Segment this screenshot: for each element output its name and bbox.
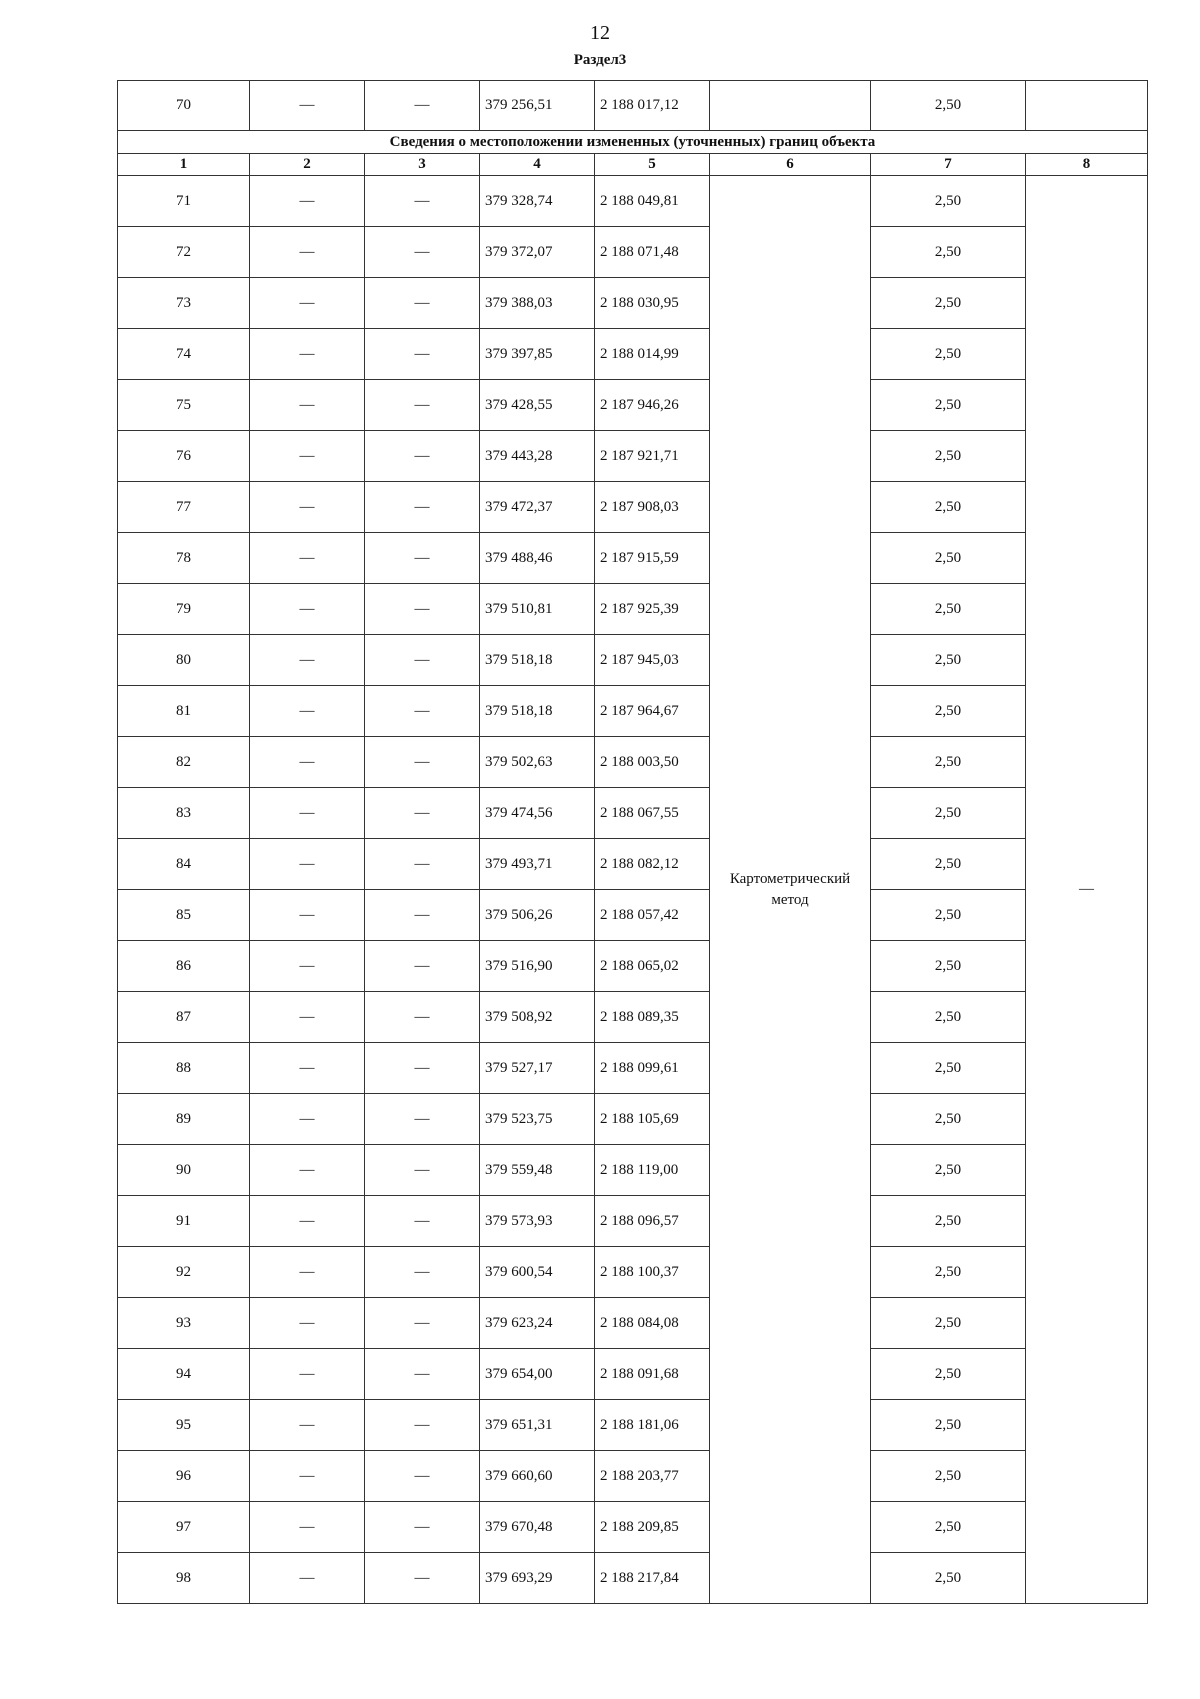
cell-col2: —: [250, 1400, 365, 1451]
cell-point-number: 90: [118, 1145, 250, 1196]
cell-y-coordinate: 2 187 946,26: [595, 380, 710, 431]
cell-col2: —: [250, 1349, 365, 1400]
column-number: 2: [250, 154, 365, 176]
cell-x-coordinate: 379 654,00: [480, 1349, 595, 1400]
cell-accuracy: 2,50: [871, 737, 1026, 788]
cell-x-coordinate: 379 472,37: [480, 482, 595, 533]
cell-col2: —: [250, 1094, 365, 1145]
cell-x-coordinate: 379 506,26: [480, 890, 595, 941]
cell-y-coordinate: 2 188 017,12: [595, 81, 710, 131]
cell-col3: —: [365, 1349, 480, 1400]
cell-col3: —: [365, 81, 480, 131]
cell-accuracy: 2,50: [871, 176, 1026, 227]
cell-y-coordinate: 2 187 915,59: [595, 533, 710, 584]
cell-point-number: 81: [118, 686, 250, 737]
cell-col8: [1026, 81, 1148, 131]
cell-col3: —: [365, 992, 480, 1043]
cell-point-number: 94: [118, 1349, 250, 1400]
table-row: [118, 1043, 1148, 1094]
cell-col3: —: [365, 176, 480, 227]
cell-accuracy: 2,50: [871, 1400, 1026, 1451]
cell-point-number: 78: [118, 533, 250, 584]
table-row: [118, 482, 1148, 533]
cell-point-number: 89: [118, 1094, 250, 1145]
cell-col3: —: [365, 533, 480, 584]
cell-col2: —: [250, 788, 365, 839]
cell-accuracy: 2,50: [871, 686, 1026, 737]
table-row: [118, 1502, 1148, 1553]
cell-point-number: 93: [118, 1298, 250, 1349]
cell-x-coordinate: 379 518,18: [480, 635, 595, 686]
cell-x-coordinate: 379 660,60: [480, 1451, 595, 1502]
cell-col2: —: [250, 737, 365, 788]
cell-accuracy: 2,50: [871, 1196, 1026, 1247]
cell-col3: —: [365, 635, 480, 686]
cell-col3: —: [365, 584, 480, 635]
cell-x-coordinate: 379 510,81: [480, 584, 595, 635]
cell-y-coordinate: 2 188 119,00: [595, 1145, 710, 1196]
cell-x-coordinate: 379 573,93: [480, 1196, 595, 1247]
cell-col2: —: [250, 278, 365, 329]
cell-col2: —: [250, 584, 365, 635]
cell-y-coordinate: 2 188 065,02: [595, 941, 710, 992]
cell-col2: —: [250, 1043, 365, 1094]
table-row: [118, 1094, 1148, 1145]
cell-accuracy: 2,50: [871, 1145, 1026, 1196]
cell-col3: —: [365, 431, 480, 482]
cell-y-coordinate: 2 188 100,37: [595, 1247, 710, 1298]
cell-point-number: 77: [118, 482, 250, 533]
cell-point-number: 82: [118, 737, 250, 788]
cell-point-number: 84: [118, 839, 250, 890]
cell-accuracy: 2,50: [871, 1043, 1026, 1094]
cell-x-coordinate: 379 502,63: [480, 737, 595, 788]
cell-point-number: 79: [118, 584, 250, 635]
cell-col3: —: [365, 482, 480, 533]
cell-x-coordinate: 379 600,54: [480, 1247, 595, 1298]
cell-point-number: 80: [118, 635, 250, 686]
cell-x-coordinate: 379 388,03: [480, 278, 595, 329]
table-row: [118, 1196, 1148, 1247]
cell-accuracy: 2,50: [871, 992, 1026, 1043]
table-caption: Сведения о местоположении измененных (уточненных) границ объекта: [118, 131, 1148, 154]
column-number: 5: [595, 154, 710, 176]
cell-x-coordinate: 379 328,74: [480, 176, 595, 227]
cell-y-coordinate: 2 188 071,48: [595, 227, 710, 278]
cell-x-coordinate: 379 443,28: [480, 431, 595, 482]
table-row: [118, 81, 1148, 131]
cell-col3: —: [365, 1145, 480, 1196]
table-row: [118, 584, 1148, 635]
cell-col2: —: [250, 686, 365, 737]
cell-col3: —: [365, 839, 480, 890]
table-caption-row: [118, 131, 1148, 154]
table-row: [118, 380, 1148, 431]
cell-point-number: 71: [118, 176, 250, 227]
cell-accuracy: 2,50: [871, 1502, 1026, 1553]
cell-col3: —: [365, 278, 480, 329]
cell-y-coordinate: 2 187 908,03: [595, 482, 710, 533]
coordinates-table: [117, 80, 1148, 1604]
table-row: [118, 533, 1148, 584]
cell-col2: —: [250, 941, 365, 992]
column-number: 4: [480, 154, 595, 176]
table-row: [118, 1553, 1148, 1604]
cell-accuracy: 2,50: [871, 1247, 1026, 1298]
column-numbers-row: [118, 154, 1148, 176]
cell-col2: —: [250, 1247, 365, 1298]
page-number: 12: [590, 22, 610, 44]
cell-col2: —: [250, 1451, 365, 1502]
cell-col3: —: [365, 941, 480, 992]
cell-accuracy: 2,50: [871, 1451, 1026, 1502]
cell-accuracy: 2,50: [871, 278, 1026, 329]
cell-col3: —: [365, 329, 480, 380]
cell-y-coordinate: 2 188 014,99: [595, 329, 710, 380]
cell-point-number: 95: [118, 1400, 250, 1451]
cell-x-coordinate: 379 527,17: [480, 1043, 595, 1094]
cell-accuracy: 2,50: [871, 1298, 1026, 1349]
cell-col2: —: [250, 890, 365, 941]
cell-y-coordinate: 2 188 091,68: [595, 1349, 710, 1400]
cell-col2: —: [250, 1502, 365, 1553]
column-number: 7: [871, 154, 1026, 176]
cell-y-coordinate: 2 188 003,50: [595, 737, 710, 788]
cell-col2: —: [250, 992, 365, 1043]
table-row: [118, 329, 1148, 380]
column-number: 3: [365, 154, 480, 176]
cell-x-coordinate: 379 523,75: [480, 1094, 595, 1145]
cell-point-number: 87: [118, 992, 250, 1043]
cell-accuracy: 2,50: [871, 839, 1026, 890]
cell-y-coordinate: 2 188 181,06: [595, 1400, 710, 1451]
cell-x-coordinate: 379 428,55: [480, 380, 595, 431]
cell-point-number: 70: [118, 81, 250, 131]
cell-point-number: 83: [118, 788, 250, 839]
cell-point-number: 85: [118, 890, 250, 941]
cell-accuracy: 2,50: [871, 329, 1026, 380]
cell-col2: —: [250, 533, 365, 584]
table-row: [118, 278, 1148, 329]
cell-point-number: 73: [118, 278, 250, 329]
cell-col2: —: [250, 81, 365, 131]
cell-col2: —: [250, 431, 365, 482]
cell-y-coordinate: 2 188 082,12: [595, 839, 710, 890]
cell-col3: —: [365, 1400, 480, 1451]
cell-accuracy: 2,50: [871, 380, 1026, 431]
cell-x-coordinate: 379 493,71: [480, 839, 595, 890]
column-number: 1: [118, 154, 250, 176]
cell-point-number: 91: [118, 1196, 250, 1247]
table-row: [118, 737, 1148, 788]
cell-y-coordinate: 2 188 096,57: [595, 1196, 710, 1247]
column-number: 8: [1026, 154, 1148, 176]
table-row: [118, 1298, 1148, 1349]
cell-y-coordinate: 2 188 099,61: [595, 1043, 710, 1094]
cell-accuracy: 2,50: [871, 482, 1026, 533]
cell-col2: —: [250, 329, 365, 380]
cell-col3: —: [365, 1298, 480, 1349]
table-row: [118, 1451, 1148, 1502]
cell-y-coordinate: 2 188 057,42: [595, 890, 710, 941]
cell-col2: —: [250, 1298, 365, 1349]
table-row: [118, 176, 1148, 227]
table-row: [118, 635, 1148, 686]
cell-col3: —: [365, 1502, 480, 1553]
table-row: [118, 1247, 1148, 1298]
cell-col2: —: [250, 839, 365, 890]
cell-col6: [710, 81, 871, 131]
cell-y-coordinate: 2 187 964,67: [595, 686, 710, 737]
cell-col3: —: [365, 890, 480, 941]
cell-col3: —: [365, 1451, 480, 1502]
cell-y-coordinate: 2 188 217,84: [595, 1553, 710, 1604]
cell-x-coordinate: 379 693,29: [480, 1553, 595, 1604]
cell-y-coordinate: 2 188 067,55: [595, 788, 710, 839]
cell-point-number: 72: [118, 227, 250, 278]
cell-y-coordinate: 2 188 049,81: [595, 176, 710, 227]
cell-col2: —: [250, 1145, 365, 1196]
cell-col3: —: [365, 1553, 480, 1604]
cell-accuracy: 2,50: [871, 584, 1026, 635]
cell-col8: —: [1026, 176, 1148, 1604]
table-row: [118, 1400, 1148, 1451]
cell-col2: —: [250, 227, 365, 278]
cell-col3: —: [365, 788, 480, 839]
cell-point-number: 97: [118, 1502, 250, 1553]
cell-x-coordinate: 379 651,31: [480, 1400, 595, 1451]
cell-accuracy: 2,50: [871, 890, 1026, 941]
cell-accuracy: 2,50: [871, 788, 1026, 839]
cell-point-number: 76: [118, 431, 250, 482]
cell-col2: —: [250, 635, 365, 686]
cell-y-coordinate: 2 188 105,69: [595, 1094, 710, 1145]
cell-x-coordinate: 379 623,24: [480, 1298, 595, 1349]
cell-col3: —: [365, 1094, 480, 1145]
cell-col3: —: [365, 1043, 480, 1094]
cell-accuracy: 2,50: [871, 635, 1026, 686]
cell-accuracy: 2,50: [871, 1094, 1026, 1145]
table-row: [118, 941, 1148, 992]
cell-point-number: 88: [118, 1043, 250, 1094]
cell-y-coordinate: 2 187 921,71: [595, 431, 710, 482]
table-row: [118, 890, 1148, 941]
cell-y-coordinate: 2 188 084,08: [595, 1298, 710, 1349]
cell-y-coordinate: 2 187 925,39: [595, 584, 710, 635]
cell-col2: —: [250, 482, 365, 533]
cell-col3: —: [365, 737, 480, 788]
cell-x-coordinate: 379 256,51: [480, 81, 595, 131]
table-row: [118, 788, 1148, 839]
cell-y-coordinate: 2 188 030,95: [595, 278, 710, 329]
cell-accuracy: 2,50: [871, 533, 1026, 584]
cell-x-coordinate: 379 488,46: [480, 533, 595, 584]
cell-x-coordinate: 379 474,56: [480, 788, 595, 839]
table-row: [118, 431, 1148, 482]
cell-col2: —: [250, 176, 365, 227]
cell-x-coordinate: 379 670,48: [480, 1502, 595, 1553]
cell-point-number: 98: [118, 1553, 250, 1604]
table-row: [118, 992, 1148, 1043]
cell-accuracy: 2,50: [871, 1553, 1026, 1604]
cell-accuracy: 2,50: [871, 941, 1026, 992]
cell-col2: —: [250, 1196, 365, 1247]
cell-col3: —: [365, 686, 480, 737]
cell-accuracy: 2,50: [871, 227, 1026, 278]
table-row: [118, 686, 1148, 737]
cell-x-coordinate: 379 518,18: [480, 686, 595, 737]
table-row: [118, 1145, 1148, 1196]
cell-col3: —: [365, 227, 480, 278]
cell-y-coordinate: 2 187 945,03: [595, 635, 710, 686]
table-row: [118, 839, 1148, 890]
cell-y-coordinate: 2 188 209,85: [595, 1502, 710, 1553]
cell-x-coordinate: 379 372,07: [480, 227, 595, 278]
column-number: 6: [710, 154, 871, 176]
cell-col3: —: [365, 380, 480, 431]
cell-point-number: 74: [118, 329, 250, 380]
cell-x-coordinate: 379 516,90: [480, 941, 595, 992]
cell-method: Картометрический метод: [710, 176, 871, 1604]
table-body: [118, 81, 1148, 1604]
cell-col3: —: [365, 1196, 480, 1247]
cell-point-number: 86: [118, 941, 250, 992]
cell-accuracy: 2,50: [871, 1349, 1026, 1400]
cell-y-coordinate: 2 188 089,35: [595, 992, 710, 1043]
cell-x-coordinate: 379 559,48: [480, 1145, 595, 1196]
cell-y-coordinate: 2 188 203,77: [595, 1451, 710, 1502]
cell-x-coordinate: 379 397,85: [480, 329, 595, 380]
table-row: [118, 1349, 1148, 1400]
table-row: [118, 227, 1148, 278]
cell-col3: —: [365, 1247, 480, 1298]
section-title: Раздел3: [573, 52, 627, 68]
cell-col2: —: [250, 1553, 365, 1604]
cell-accuracy: 2,50: [871, 81, 1026, 131]
cell-accuracy: 2,50: [871, 431, 1026, 482]
cell-point-number: 92: [118, 1247, 250, 1298]
cell-col2: —: [250, 380, 365, 431]
cell-point-number: 75: [118, 380, 250, 431]
cell-point-number: 96: [118, 1451, 250, 1502]
cell-x-coordinate: 379 508,92: [480, 992, 595, 1043]
